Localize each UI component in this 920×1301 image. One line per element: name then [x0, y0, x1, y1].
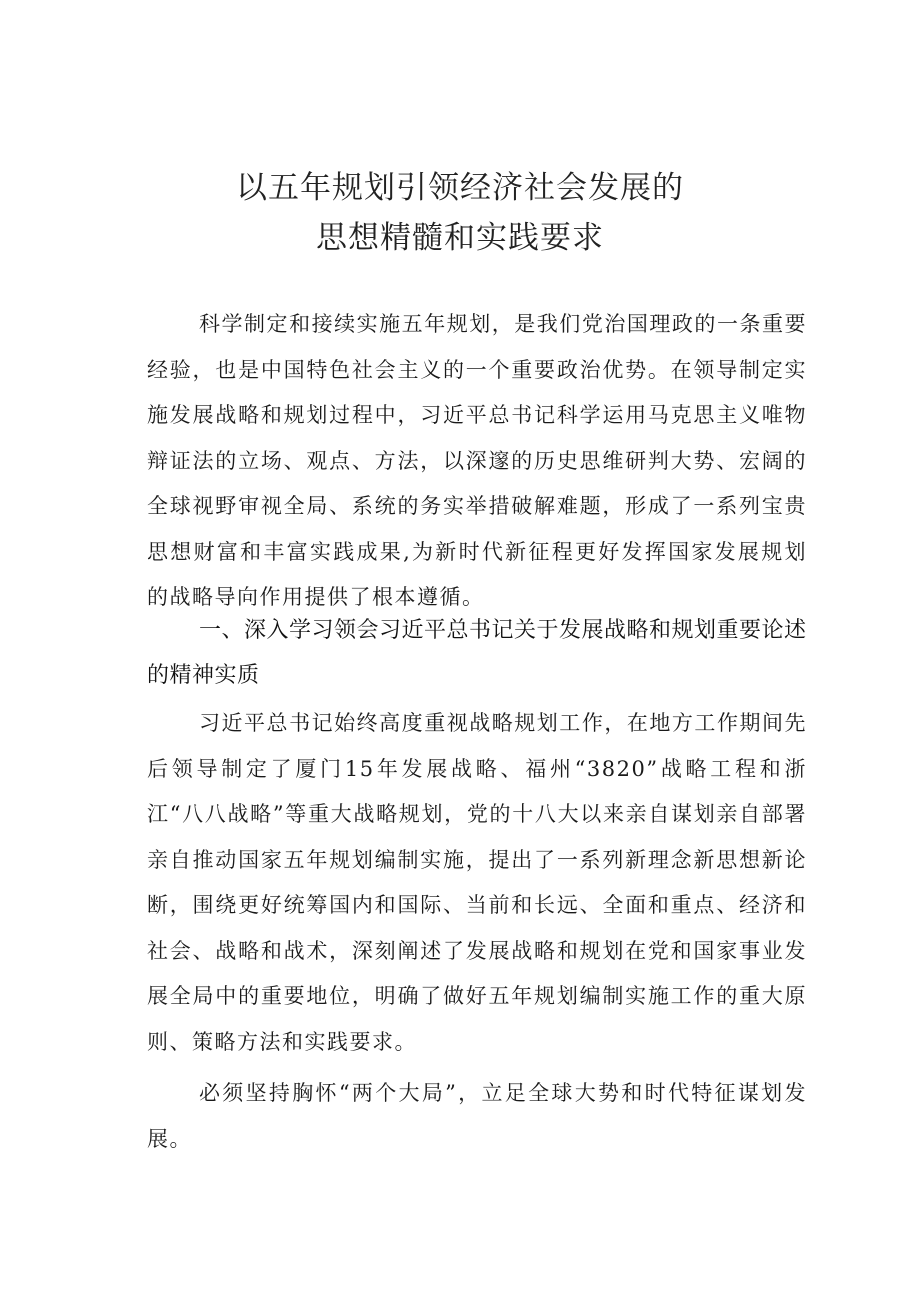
last-paragraph: 必须坚持胸怀“两个大局”，立足全球大势和时代特征谋划发展。: [147, 1081, 807, 1151]
intro-paragraph: 科学制定和接续实施五年规划，是我们党治国理政的一条重要经验，也是中国特色社会主义的一个重要政治优势。在领导制定实施发展战略和规划过程中，习近平总书记科学运用马克思主义唯物辩证法的立场、观点、方法，以深邃的历史思维研判大势、宏阔的全球视野审视全局、系统的务实举措破解难题，形成了一系列宝贵思想财富和丰富实践成果,为新时代新征程更好发挥国家发展规划的战略导向作用提供了根本遵循。: [147, 312, 807, 609]
section-1-heading: 一、深入学习领会习近平总书记关于发展战略和规划重要论述的精神实质: [147, 618, 807, 688]
document-title-line-2: 思想精髓和实践要求: [316, 220, 604, 256]
document-title-line-1: 以五年规划引领经济社会发展的: [236, 170, 684, 206]
section-1-paragraph: 习近平总书记始终高度重视战略规划工作，在地方工作期间先后领导制定了厦门15年发展战略、福州“3820”战略工程和浙江“八八战略”等重大战略规划，党的十八大以来亲自谋划亲自部署亲自推动国家五年规划编制实施，提出了一系列新理念新思想新论断，围绕更好统筹国内和国际、当前和长远、全面和重点、经济和社会、战略和战术，深刻阐述了发展战略和规划在党和国家事业发展全局中的重要地位，明确了做好五年规划编制实施工作的重大原则、策略方法和实践要求。: [147, 711, 807, 1054]
